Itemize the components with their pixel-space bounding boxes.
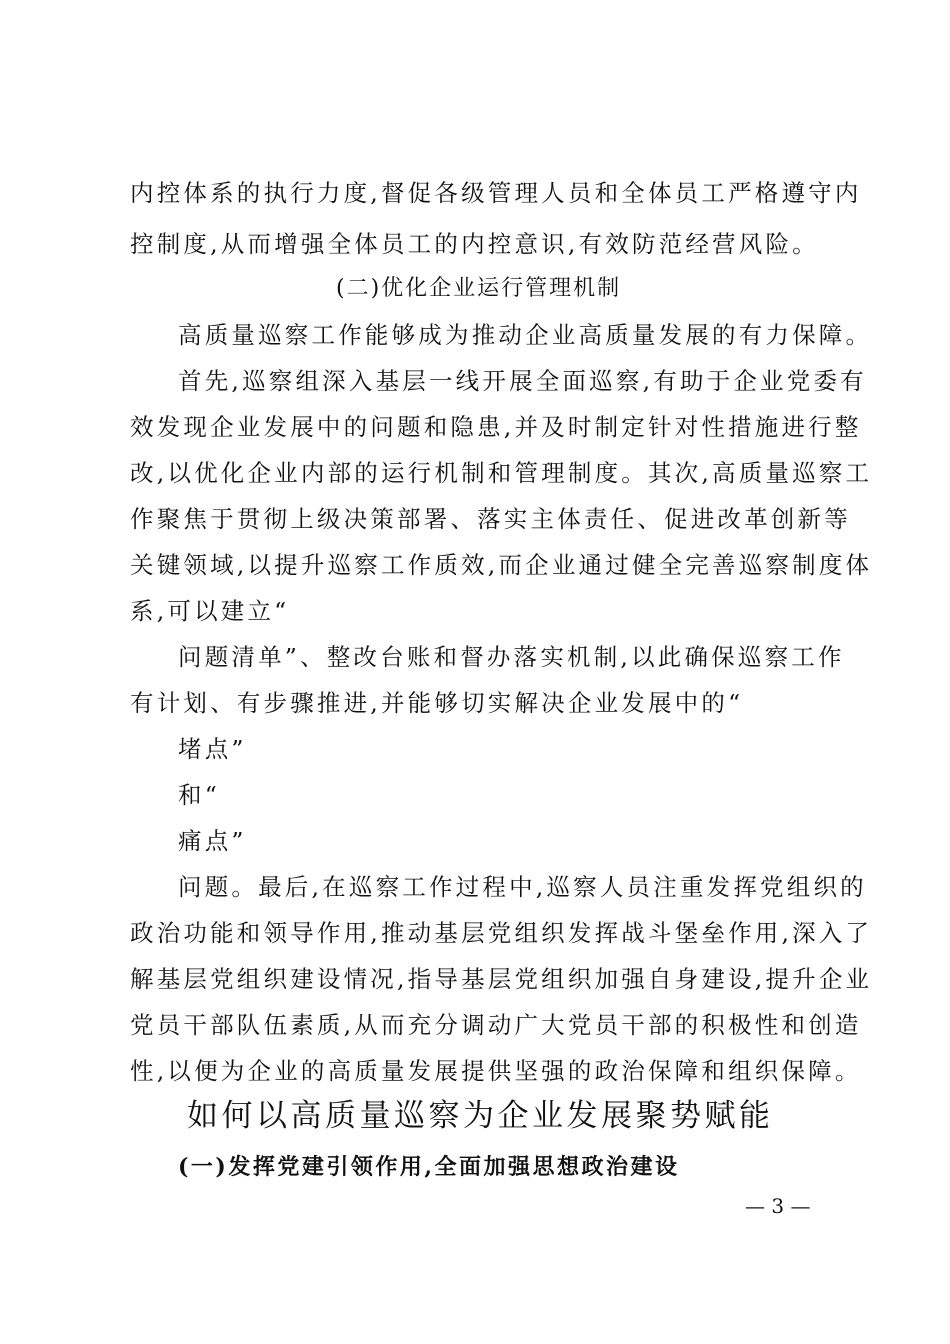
- body-line: 关键领域,以提升巡察工作质效,而企业通过健全完善巡察制度体: [130, 551, 873, 579]
- body-line: 改,以优化企业内部的运行机制和管理制度。其次,高质量巡察工: [130, 459, 873, 487]
- body-line: 党员干部队伍素质,从而充分调动广大党员干部的积极性和创造: [130, 1011, 862, 1039]
- body-line: 问题清单”、整改台账和督办落实机制,以此确保巡察工作: [178, 643, 845, 671]
- body-line: 首先,巡察组深入基层一线开展全面巡察,有助于企业党委有: [178, 367, 867, 395]
- body-line: 解基层党组织建设情况,指导基层党组织加强自身建设,提升企业: [130, 965, 873, 993]
- body-line: 和“: [178, 781, 220, 809]
- body-line: 高质量巡察工作能够成为推动企业高质量发展的有力保障。: [178, 321, 873, 349]
- body-line: 系,可以建立“: [130, 597, 290, 625]
- body-line: 内控体系的执行力度,督促各级管理人员和全体员工严格遵守内: [130, 179, 862, 207]
- subheading: (一)发挥党建引领作用,全面加强思想政治建设: [178, 1154, 680, 1180]
- body-line: 控制度,从而增强全体员工的内控意识,有效防范经营风险。: [130, 230, 819, 258]
- section-title: 如何以高质量巡察为企业发展聚势赋能: [187, 1098, 774, 1134]
- page-number: — 3 —: [745, 1194, 811, 1218]
- body-line: 政治功能和领导作用,推动基层党组织发挥战斗堡垒作用,深入了: [130, 919, 873, 947]
- body-line: 性,以便为企业的高质量发展提供坚强的政治保障和组织保障。: [130, 1057, 862, 1085]
- body-line: 问题。最后,在巡察工作过程中,巡察人员注重发挥党组织的: [178, 873, 867, 901]
- body-line: 有计划、有步骤推进,并能够切实解决企业发展中的“: [130, 689, 744, 717]
- body-line: 堵点”: [178, 735, 247, 763]
- body-line: 痛点”: [178, 827, 247, 855]
- section-heading-2: (二)优化企业运行管理机制: [336, 276, 622, 301]
- body-line: 效发现企业发展中的问题和隐患,并及时制定针对性措施进行整: [130, 413, 862, 441]
- body-line: 作聚焦于贯彻上级决策部署、落实主体责任、促进改革创新等: [130, 505, 851, 533]
